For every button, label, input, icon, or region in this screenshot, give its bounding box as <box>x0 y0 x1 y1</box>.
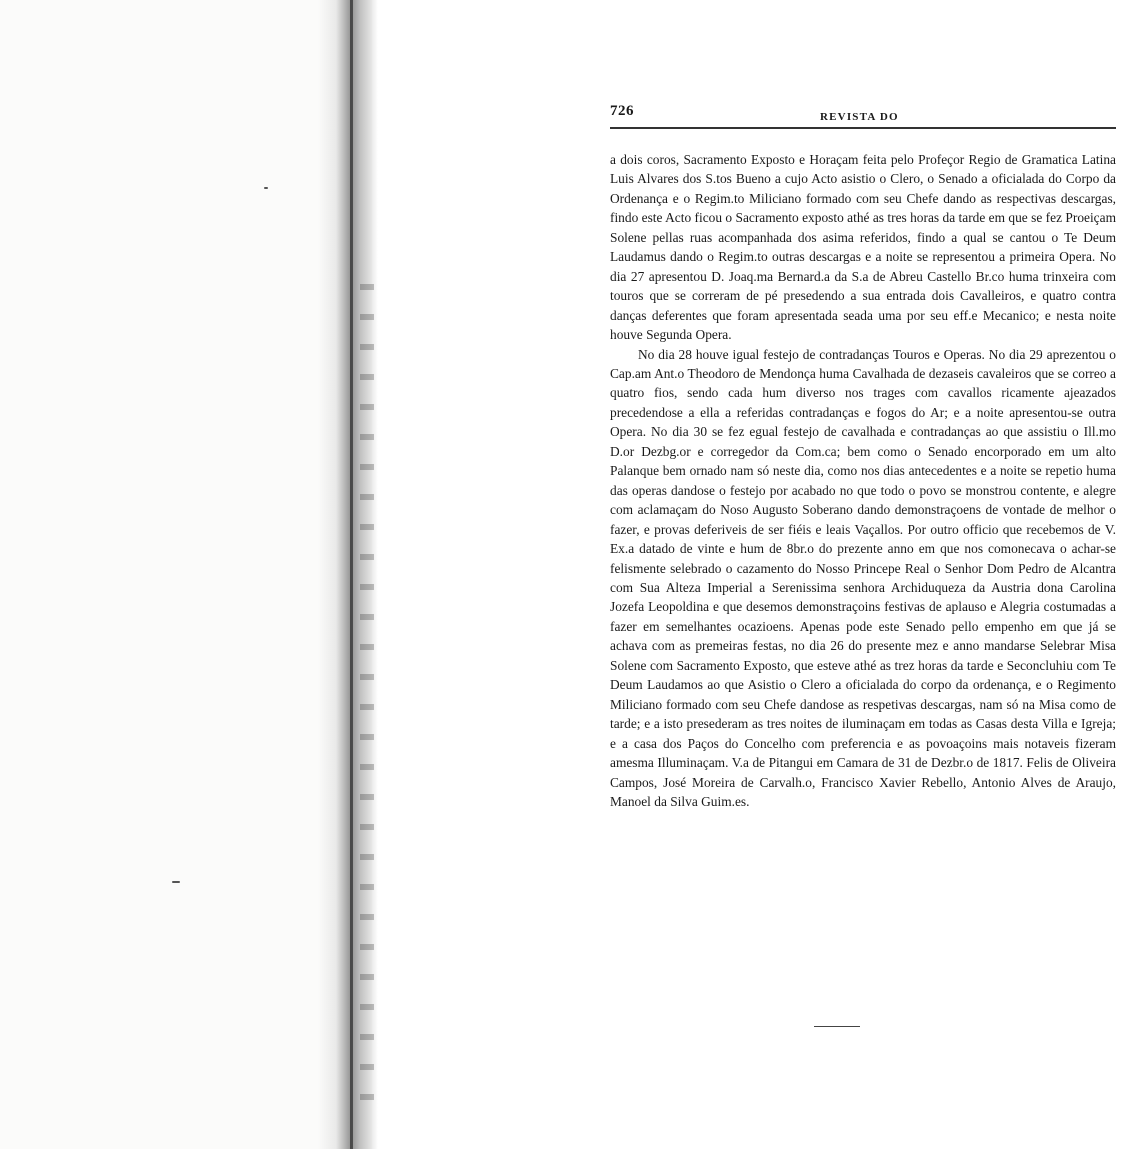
paragraph-2: No dia 28 houve igual festejo de contradanças Touros e Operas. No dia 29 aprezentou o Cap.am Ant.o Theodoro de Mendonça huma Cavalhada de dezaseis cavaleiros que se correo a quatro fios, sendo cada hum diverso nos trages com cavallos ricamente ajeazados precedendose a ella a referidas contradanças e fogos do Ar; e a noite apresentou-se outra Opera. No dia 30 se fez egual festejo de cavalhada e contradanças ao que assistiu o Ill.mo D.or Dezbg.or e corregedor da Com.ca; bem como o Senado encorporado em um alto Palanque bem ornado nam só neste dia, como nos dias antecedentes e a noite se repetio huma das operas dandose o festejo por acabado no que todo o povo se monstrou contente, e alegre com aclamaçam do Noso Augusto Soberano dando demonstraçoens de vontade de melhor o fazer, e provas deferiveis de ser fiéis e leais Vaçallos. Por outro officio que recebemos de V. Ex.a datado de vinte e hum de 8br.o do prezente anno em que nos comonecava o achar-se felismente selebrado o cazamento do Nosso Princepe Real o Senhor Dom Pedro de Alcantra com Sua Alteza Imperial a Serenissima senhora Archiduqueza da Austria dona Carolina Jozefa Leopoldina e que desemos demonstraçoins festivas de aplauso e Alegria costumadas a fazer em semelhantes ocazioens. Apenas pode este Senado pello empenho em que já se achava com as premeiras festas, no dia 26 do presente mez e anno mandarse Selebrar Misa Solene com Sacramento Exposto, que esteve athé as trez horas da tarde e Seconcluhiu com Te Deum Laudamos ao que Asistio o Clero a oficialada do corpo da ordenança, e o Regimento Miliciano formado com seu Chefe dandose as respetivas descargas, nam só na Misa como de tarde; e a isto presederam as tres noites de iluminaçam em todas as Casas desta Villa e Igreja; e a casa dos Paços do Concelho com preferencia e as povoaçoins mais notaveis fizeram amesma Illuminaçam. V.a de Pitangui em Camara de 31 de Dezbr.o de 1817. Felis de Oliveira Campos, José Moreira de Carvalh.o, Francisco Xavier Rebello, Antonio Alves de Araujo, Manoel da Silva Guim.es. <box>610 346 1116 809</box>
body-text <box>610 150 1116 811</box>
paper-speck <box>172 881 180 883</box>
running-head: REVISTA DO <box>820 111 899 123</box>
page-header <box>610 103 1116 129</box>
gutter-stitching-marks <box>360 260 374 1120</box>
end-rule <box>814 1026 860 1027</box>
gutter-fold-line <box>350 0 353 1149</box>
page-number: 726 <box>610 103 634 119</box>
paragraph-1: a dois coros, Sacramento Exposto e Horaçam feita pelo Profeçor Regio de Gramatica Latina Luis Alvares dos S.tos Bueno a cujo Acto asistio o Clero, o Senado a oficialada do Corpo da Ordenança e o Regim.to Miliciano formado com seu Chefe dando as respectivas descargas, findo este Acto ficou o Sacramento exposto athé as tres horas da tarde em que se fez Proeiçam Solene pellas ruas acompanhada dos asima referidos, findo a qual se cantou o Te Deum Laudamus dando o Regim.to outras descargas e a noite se representou a primeira Opera. No dia 27 apresentou D. Joaq.ma Bernard.a da S.a de Abreu Castello Br.co huma trinxeira com touros que se correram de pé presedendo a sua entrada dois Cavalleiros, e quatro contra danças deferentes que foram apresentada seada uma por seu eff.e Mecanico; e nesta noite houve Segunda Opera. <box>610 152 1116 343</box>
text-page <box>378 0 1139 1149</box>
header-rule <box>610 127 1116 129</box>
blank-left-page <box>0 0 372 1149</box>
paper-speck <box>264 187 268 189</box>
